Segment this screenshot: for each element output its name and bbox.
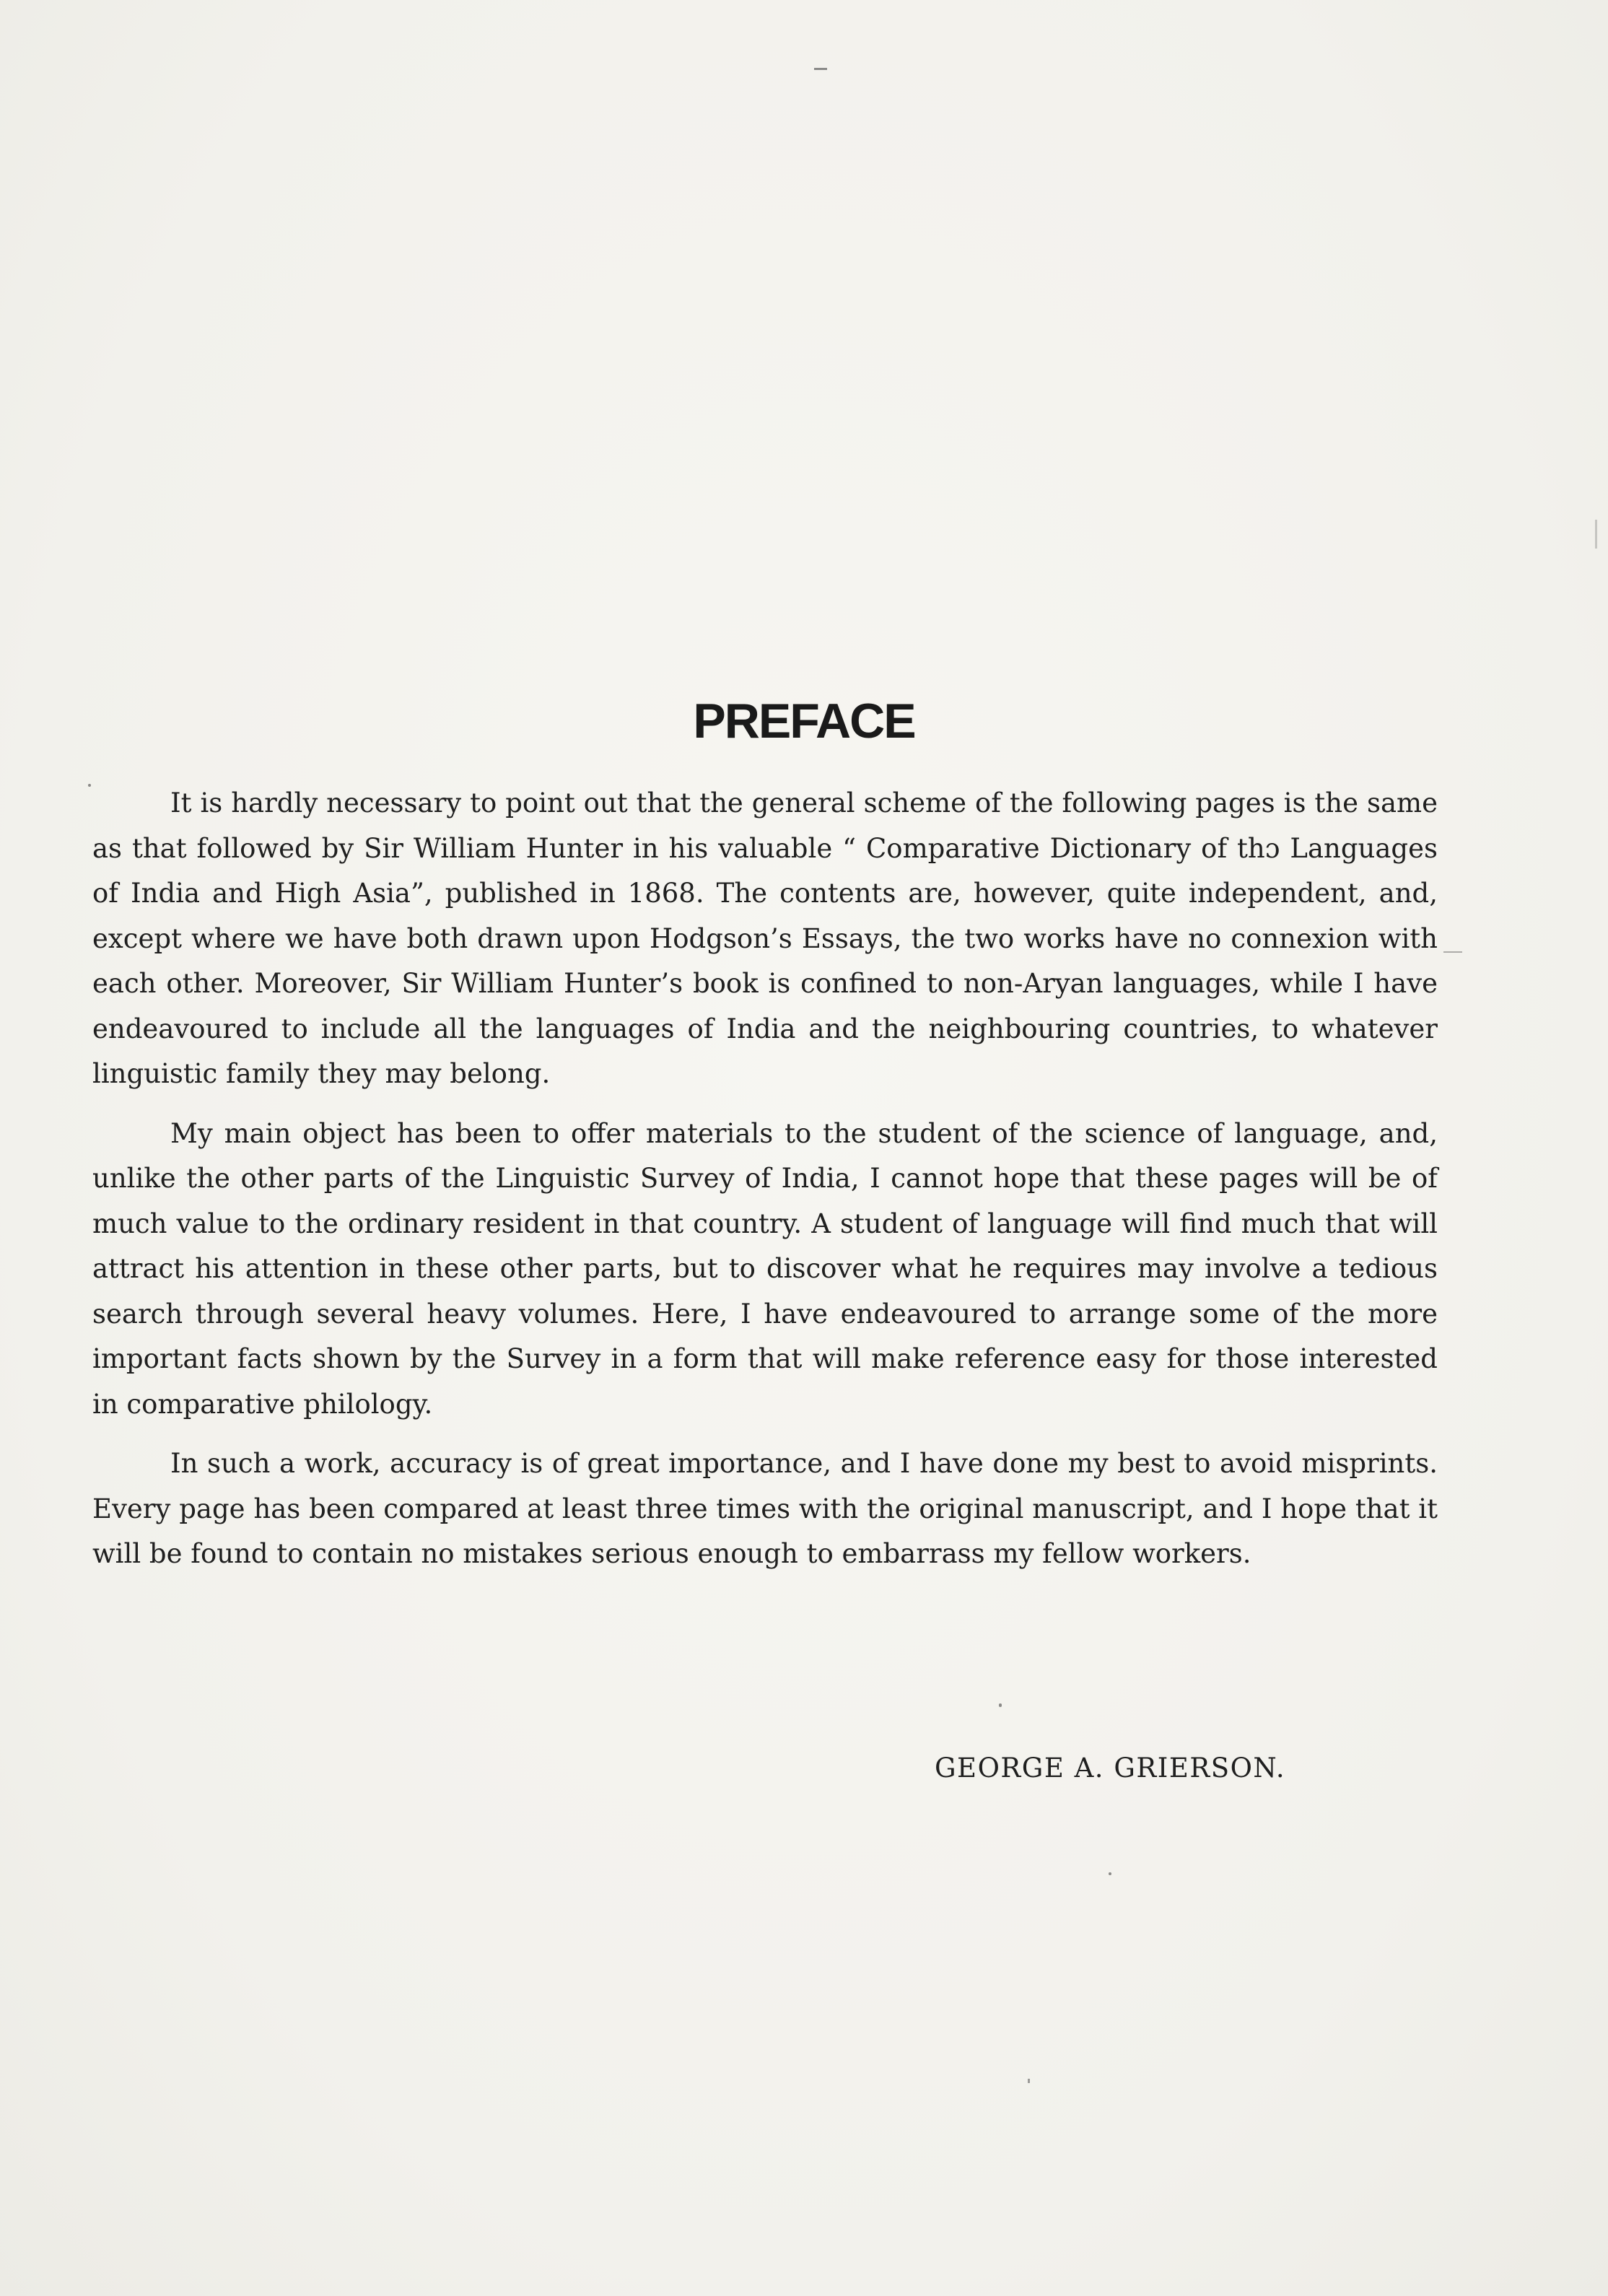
paragraph: My main object has been to offer materials to the student of the science of language, and, unlike the other parts of the Linguistic Survey of India, I cannot hope that these pages will be of much value to the ordinary resident in that country. A student of language will find much that will attract his attention in these other parts, but to discover what he requires may involve a tedious search through several heavy volumes. Here, I have endeavoured to arrange some of the more important facts shown by the Survey in a form that will make reference easy for those interested in comparative philology. xyxy=(92,1117,1438,1420)
author-signature: GEORGE A. GRIERSON. xyxy=(935,1752,1286,1784)
scan-speck xyxy=(1028,2079,1030,2083)
scan-speck xyxy=(1109,1872,1111,1875)
page-title: PREFACE xyxy=(693,694,915,748)
paragraph: In such a work, accuracy is of great importance, and I have done my best to avoid misprints. Every page has been compared at least three times with the original manuscript, and I hope that it will be found to contain no mistakes serious enough to embarrass my fellow workers. xyxy=(92,1448,1438,1569)
preface-body xyxy=(92,781,1438,1592)
scan-speck xyxy=(1443,951,1462,953)
scan-speck xyxy=(814,68,827,70)
paragraph: It is hardly necessary to point out that the general scheme of the following pages is the same as that followed by Sir William Hunter in his valuable “ Comparative Dictionary of thɔ Languages of India and High Asia”, published in 1868. The contents are, however, quite independent, and, except where we have both drawn upon Hodgson’s Essays, the two works have no connexion with each other. Moreover, Sir William Hunter’s book is confined to non-Aryan languages, while I have endeavoured to include all the languages of India and the neighbouring countries, to whatever linguistic family they may belong. xyxy=(92,787,1438,1089)
scan-speck xyxy=(1595,520,1597,549)
scan-speck xyxy=(88,784,91,787)
scan-speck xyxy=(999,1703,1002,1707)
